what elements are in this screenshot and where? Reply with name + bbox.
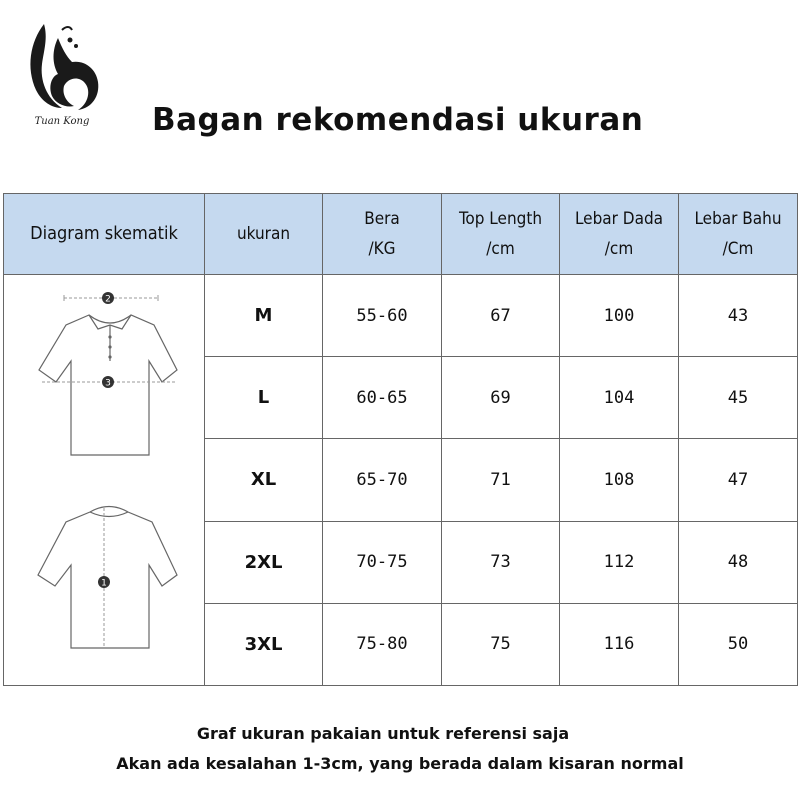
cell-length: 69 [442, 357, 560, 439]
cell-length: 67 [442, 275, 560, 357]
cell-shoulder: 47 [679, 439, 798, 521]
cell-weight: 60-65 [323, 357, 442, 439]
cell-weight: 70-75 [323, 521, 442, 603]
page-title: Bagan rekomendasi ukuran [152, 102, 644, 138]
cell-length: 71 [442, 439, 560, 521]
size-chart-table [3, 193, 798, 686]
brand-name: Tuan Kong [34, 116, 90, 127]
marker-shoulder: 2 [105, 294, 111, 305]
cell-chest: 100 [560, 275, 679, 357]
footer-note-reference: Graf ukuran pakaian untuk referensi saja [196, 724, 570, 743]
header-diagram: Diagram skematik [4, 194, 205, 275]
cell-size: 3XL [205, 603, 323, 685]
footer-note-tolerance: Akan ada kesalahan 1-3cm, yang berada dalam kisaran normal [116, 754, 684, 773]
cell-chest: 112 [560, 521, 679, 603]
marker-chest: 3 [105, 378, 111, 389]
cell-size: L [205, 357, 323, 439]
brand-logo [22, 20, 102, 135]
cell-weight: 75-80 [323, 603, 442, 685]
table-row [4, 275, 798, 357]
cell-weight: 65-70 [323, 439, 442, 521]
schematic-diagram [4, 275, 205, 686]
cell-size: 2XL [205, 521, 323, 603]
header-length: Top Length /cm [442, 194, 560, 275]
cell-weight: 55-60 [323, 275, 442, 357]
cell-chest: 104 [560, 357, 679, 439]
header-shoulder: Lebar Bahu /Cm [679, 194, 798, 275]
header-weight: Bera /KG [323, 194, 442, 275]
cell-shoulder: 43 [679, 275, 798, 357]
cell-length: 75 [442, 603, 560, 685]
cell-length: 73 [442, 521, 560, 603]
shirt-diagram-icon [4, 275, 204, 680]
cell-chest: 108 [560, 439, 679, 521]
cell-size: M [205, 275, 323, 357]
cell-size: XL [205, 439, 323, 521]
cell-chest: 116 [560, 603, 679, 685]
header-size: ukuran [205, 194, 323, 275]
marker-length: 1 [101, 578, 107, 589]
cell-shoulder: 45 [679, 357, 798, 439]
swan-logo-icon [22, 20, 102, 116]
header-chest: Lebar Dada /cm [560, 194, 679, 275]
cell-shoulder: 50 [679, 603, 798, 685]
table-header-row [4, 194, 798, 275]
cell-shoulder: 48 [679, 521, 798, 603]
